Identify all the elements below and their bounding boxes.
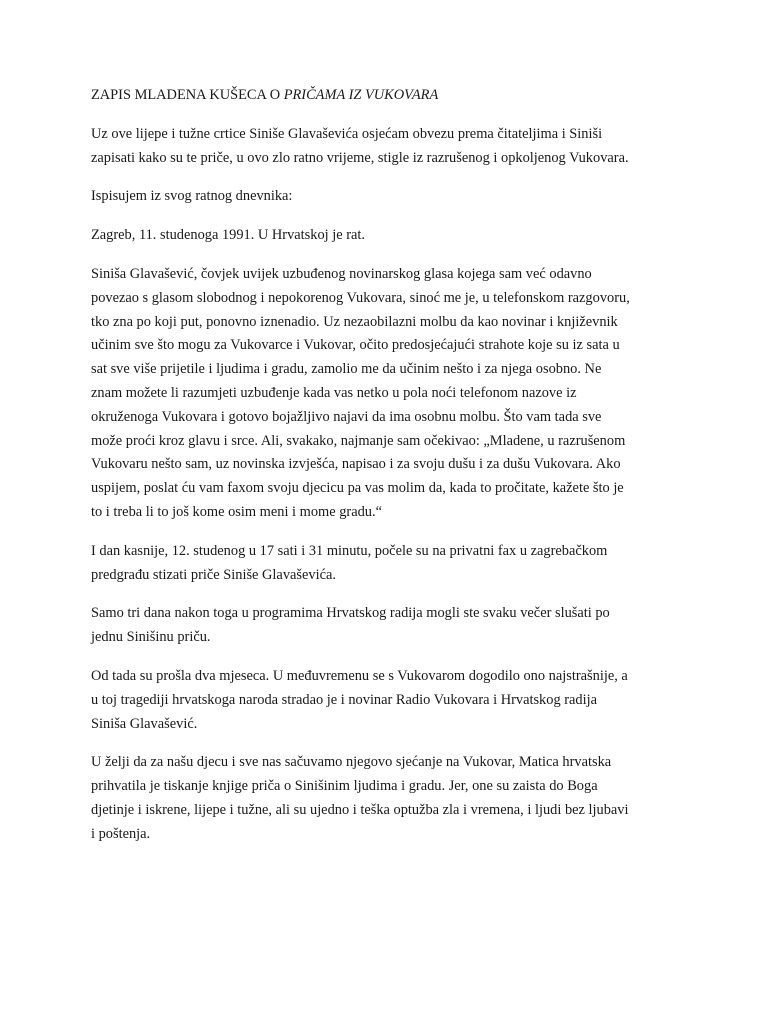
document-title: [91, 84, 689, 108]
text-line: može proći kroz glavu i srce. Ali, svakako, najmanje sam očekivao: „Mladene, u razrušenom: [91, 432, 626, 449]
text-line: Od tada su prošla dva mjeseca. U međuvremenu se s Vukovarom dogodilo ono najstrašnije, a: [91, 667, 628, 684]
text-line: učinim sve što mogu za Vukovarce i Vukovar, očito predosjećajući strahote koje su iz sata u: [91, 337, 620, 354]
text-line: povezao s glasom slobodnog i nepokorenog Vukovara, sinoć me je, u telefonskom razgovoru,: [91, 289, 630, 306]
text-line: Siniša Glavašević, čovjek uvijek uzbuđenog novinarskog glasa kojega sam već odavno: [91, 265, 592, 282]
paragraph: [91, 123, 689, 171]
text-line: tko zna po koji put, ponovno iznenadio. Uz nezaobilazni molbu da kao novinar i književnik: [91, 313, 618, 330]
text-line: zapisati kako su te priče, u ovo zlo ratno vrijeme, stigle iz razrušenog i opkoljenog Vukovara.: [91, 149, 629, 166]
paragraph: [91, 602, 689, 650]
text-line: sat sve više prijetile i ljudima i gradu, zamolio me da učinim nešto i za njega osobno. Ne: [91, 361, 602, 378]
title-plain: ZAPIS MLADENA KUŠECA O: [91, 87, 284, 103]
text-line: znam možete li razumjeti uzbuđenje kada vas netko u pola noći telefonom nazove iz: [91, 384, 577, 401]
text-line: jednu Sinišinu priču.: [91, 629, 211, 646]
text-line: I dan kasnije, 12. studenog u 17 sati i 31 minutu, počele su na privatni fax u zagrebačkom: [91, 542, 608, 559]
paragraph: [91, 540, 689, 588]
text-line: okruženoga Vukovara i gotovo bojažljivo najavi da ima osobnu molbu. Što vam tada sve: [91, 408, 602, 425]
text-line: to i treba li to još kome osim meni i mome gradu.“: [91, 503, 382, 520]
paragraph: [91, 751, 689, 846]
title-italic: PRIČAMA IZ VUKOVARA: [283, 87, 439, 103]
text-line: Zagreb, 11. studenoga 1991. U Hrvatskoj je rat.: [91, 227, 366, 244]
text-line: djetinje i iskrene, lijepe i tužne, ali su ujedno i teška optužba zla i vremena, i ljudi bez ljubavi: [91, 801, 629, 818]
text-line: prihvatila je tiskanje knjige priča o Sinišinim ljudima i gradu. Jer, one su zaista do Boga: [91, 778, 598, 795]
paragraph: [91, 185, 689, 209]
text-line: Vukovaru nešto sam, uz novinska izvješća, napisao i za svoju dušu i za dušu Vukovara. Ako: [91, 456, 621, 473]
text-line: Ispisujem iz svog ratnog dnevnika:: [91, 188, 293, 205]
text-line: uspijem, poslat ću vam faxom svoju djecicu pa vas molim da, kada to pročitate, kažete što je: [91, 480, 624, 497]
document-body: [91, 123, 689, 847]
text-line: U želji da za našu djecu i sve nas sačuvamo njegovo sjećanje na Vukovar, Matica hrvatska: [91, 754, 612, 771]
paragraph: [91, 665, 689, 736]
document-page: [91, 84, 689, 862]
text-line: predgrađu stizati priče Siniše Glavaševića.: [91, 566, 336, 583]
paragraph: [91, 224, 689, 248]
paragraph: [91, 263, 689, 525]
text-line: Samo tri dana nakon toga u programima Hrvatskog radija mogli ste svaku večer slušati po: [91, 605, 610, 622]
text-line: u toj tragediji hrvatskoga naroda stradao je i novinar Radio Vukovara i Hrvatskog radija: [91, 691, 597, 708]
text-line: Siniša Glavašević.: [91, 715, 198, 732]
text-line: i poštenja.: [91, 825, 151, 842]
text-line: Uz ove lijepe i tužne crtice Siniše Glavaševića osjećam obvezu prema čitateljima i Siniši: [91, 125, 603, 142]
